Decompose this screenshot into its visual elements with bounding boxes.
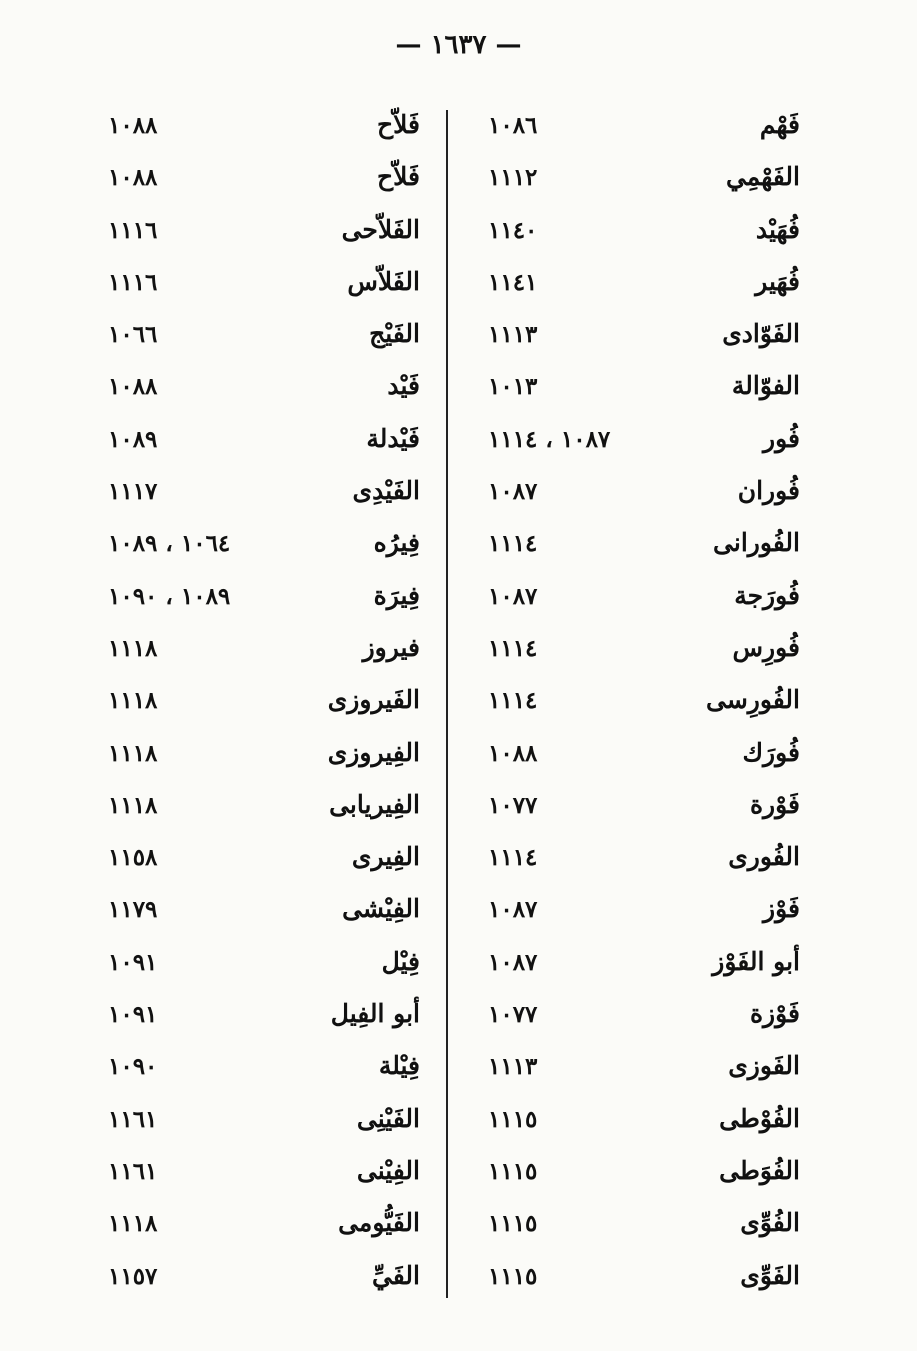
index-entry — [470, 154, 800, 206]
index-entry — [470, 468, 800, 520]
entry-term: فُهَير — [755, 266, 800, 296]
entry-pages: ١٠٧٧ — [488, 791, 538, 819]
index-entry — [470, 416, 800, 468]
entry-pages: ١٠٨٨ — [488, 739, 538, 767]
entry-term: فُور — [763, 423, 800, 453]
entry-term: فِيرُه — [373, 528, 420, 558]
index-entry — [470, 102, 800, 154]
entry-pages: ١٠٨٩ — [108, 425, 158, 453]
entry-term: الفَوزى — [728, 1051, 800, 1081]
index-entry — [470, 677, 800, 729]
entry-pages: ١٠٨٧ — [488, 948, 538, 976]
entry-term: الفَيِّ — [371, 1260, 420, 1290]
entry-term: الفَيروزى — [327, 685, 420, 715]
index-entry — [90, 1096, 420, 1148]
entry-term: الفِيرى — [351, 842, 420, 872]
index-entry — [90, 1043, 420, 1095]
entry-pages: ١٠٨٨ — [108, 164, 158, 192]
entry-pages: ١٠٨٩ ، ١٠٩٠ — [108, 582, 231, 610]
entry-term: فُورَك — [742, 737, 800, 767]
index-entry — [90, 625, 420, 677]
entry-term: فِيرَة — [373, 580, 420, 610]
entry-term: الفِيريابى — [329, 789, 420, 819]
entry-pages: ١١٥٨ — [108, 844, 158, 872]
entry-pages: ١٠٨٦ — [488, 112, 538, 139]
index-entry — [90, 468, 420, 520]
entry-term: الفَيْدِى — [352, 476, 420, 506]
entry-pages: ١٠٨٨ — [108, 373, 158, 401]
entry-term: الفُوِّى — [740, 1208, 800, 1238]
entry-pages: ١١١٨ — [108, 739, 158, 767]
entry-pages: ١١٧٩ — [108, 896, 158, 924]
entry-pages: ١١١٦ — [108, 268, 158, 296]
entry-term: الفَهْمِي — [725, 162, 800, 192]
entry-pages: ١٠٩١ — [108, 948, 158, 976]
entry-pages: ١١١٢ — [488, 164, 538, 192]
index-entry — [90, 259, 420, 311]
entry-pages: ١١١٨ — [108, 791, 158, 819]
entry-term: فَيْدلة — [366, 423, 420, 453]
entry-pages: ١١١٣ — [488, 321, 538, 349]
index-entry — [470, 991, 800, 1043]
index-entry — [470, 625, 800, 677]
entry-pages: ١١١٨ — [108, 634, 158, 662]
entry-pages: ١١٤٠ — [488, 216, 538, 244]
index-entry — [90, 730, 420, 782]
entry-term: الفُورى — [728, 842, 800, 872]
index-column-left — [90, 102, 420, 1305]
entry-pages: ١١١٥ — [488, 1210, 538, 1238]
index-entry — [470, 1253, 800, 1305]
entry-pages: ١١١٤ — [488, 844, 538, 872]
entry-pages: ١١١٤ — [488, 530, 538, 558]
entry-term: الفُورانى — [713, 528, 800, 558]
entry-term: أبو الفِيل — [330, 999, 420, 1029]
entry-pages: ١٠٦٤ ، ١٠٨٩ — [108, 530, 231, 558]
entry-pages: ١٠٩٠ — [108, 1053, 158, 1081]
entry-pages: ١١١٦ — [108, 216, 158, 244]
index-entry — [90, 363, 420, 415]
entry-pages: ١١١٧ — [108, 478, 158, 506]
entry-pages: ١٠٨٧ — [488, 478, 538, 506]
entry-term: الفَيْنِى — [356, 1103, 420, 1133]
page-number: — ١٦٣٧ — — [395, 30, 522, 60]
entry-term: الفِيْنى — [356, 1155, 420, 1185]
entry-pages: ١١١٥ — [488, 1105, 538, 1133]
index-entry — [90, 154, 420, 206]
entry-pages: ١٠٩١ — [108, 1001, 158, 1029]
entry-pages: ١١١٥ — [488, 1262, 538, 1290]
entry-term: الفَيْج — [369, 319, 420, 349]
index-entry — [470, 782, 800, 834]
index-entry — [470, 730, 800, 782]
index-entry — [470, 1043, 800, 1095]
entry-pages: ١١٦١ — [108, 1157, 158, 1185]
index-entry — [470, 207, 800, 259]
entry-pages: ١١٤١ — [488, 268, 538, 296]
entry-term: أبو الفَوْز — [712, 946, 800, 976]
index-entry — [470, 311, 800, 363]
index-entry — [90, 677, 420, 729]
entry-term: فَوْز — [763, 894, 800, 924]
column-divider — [446, 110, 448, 1298]
index-entry — [470, 834, 800, 886]
entry-pages: ١٠٨٧ — [488, 582, 538, 610]
entry-pages: ١٠١٣ — [488, 373, 538, 401]
entry-pages: ١١١٨ — [108, 1210, 158, 1238]
index-entry — [90, 573, 420, 625]
index-entry — [470, 939, 800, 991]
entry-pages: ١١١٤ — [488, 634, 538, 662]
entry-term: الفَوّادى — [722, 319, 800, 349]
entry-term: فِيْلة — [378, 1051, 420, 1081]
entry-term: الفوّالة — [731, 371, 800, 401]
entry-term: فَلاّح — [376, 110, 420, 139]
entry-term: الفَلاّحى — [341, 214, 420, 244]
entry-term: الفِيْشى — [342, 894, 420, 924]
entry-pages: ١٠٨٧ — [488, 896, 538, 924]
entry-pages: ١٠٦٦ — [108, 321, 158, 349]
index-entry — [470, 363, 800, 415]
index-entry — [470, 573, 800, 625]
entry-pages: ١١١٤ — [488, 687, 538, 715]
index-entry — [470, 886, 800, 938]
index-entry — [90, 1148, 420, 1200]
entry-term: الفُوَطى — [719, 1155, 800, 1185]
index-entry — [90, 834, 420, 886]
entry-pages: ١١٦١ — [108, 1105, 158, 1133]
entry-pages: ١١١٥ — [488, 1157, 538, 1185]
entry-term: فُوران — [737, 476, 800, 506]
entry-pages: ١١١٨ — [108, 687, 158, 715]
index-entry — [90, 1200, 420, 1252]
entry-term: فَلاّح — [376, 162, 420, 192]
entry-term: الفُورِسى — [706, 685, 800, 715]
index-entry — [470, 520, 800, 572]
index-entry — [90, 939, 420, 991]
entry-pages: ١١١٣ — [488, 1053, 538, 1081]
entry-term: فيروز — [362, 632, 420, 662]
entry-term: الفِيروزى — [327, 737, 420, 767]
entry-term: الفَوِّى — [740, 1260, 800, 1290]
index-entry — [470, 1096, 800, 1148]
entry-pages: ١٠٧٧ — [488, 1001, 538, 1029]
index-entry — [90, 886, 420, 938]
entry-pages: ١٠٨٨ — [108, 112, 158, 139]
entry-term: فَوْزة — [749, 999, 800, 1029]
entry-term: فَوْرة — [749, 789, 800, 819]
index-entry — [90, 311, 420, 363]
index-entry — [90, 991, 420, 1043]
index-entry — [90, 1253, 420, 1305]
index-column-right — [470, 102, 800, 1305]
entry-pages: ١١٥٧ — [108, 1262, 158, 1290]
entry-pages: ١٠٨٧ ، ١١١٤ — [488, 425, 611, 453]
index-entry — [90, 416, 420, 468]
index-entry — [470, 1200, 800, 1252]
entry-term: فُورَجة — [734, 580, 800, 610]
entry-term: فُهَيْد — [755, 214, 800, 244]
index-entry — [90, 782, 420, 834]
index-entry — [470, 259, 800, 311]
index-entry — [90, 207, 420, 259]
entry-term: فِيْل — [381, 946, 420, 976]
entry-term: فَهْم — [759, 110, 800, 139]
index-entry — [90, 520, 420, 572]
index-entry — [90, 102, 420, 154]
index-entry — [470, 1148, 800, 1200]
entry-term: الفُوْطى — [719, 1103, 800, 1133]
entry-term: الفَلاّس — [347, 266, 420, 296]
entry-term: فُورِس — [732, 632, 800, 662]
entry-term: الفَيُّومى — [338, 1208, 420, 1238]
entry-term: فَيْد — [387, 371, 420, 401]
